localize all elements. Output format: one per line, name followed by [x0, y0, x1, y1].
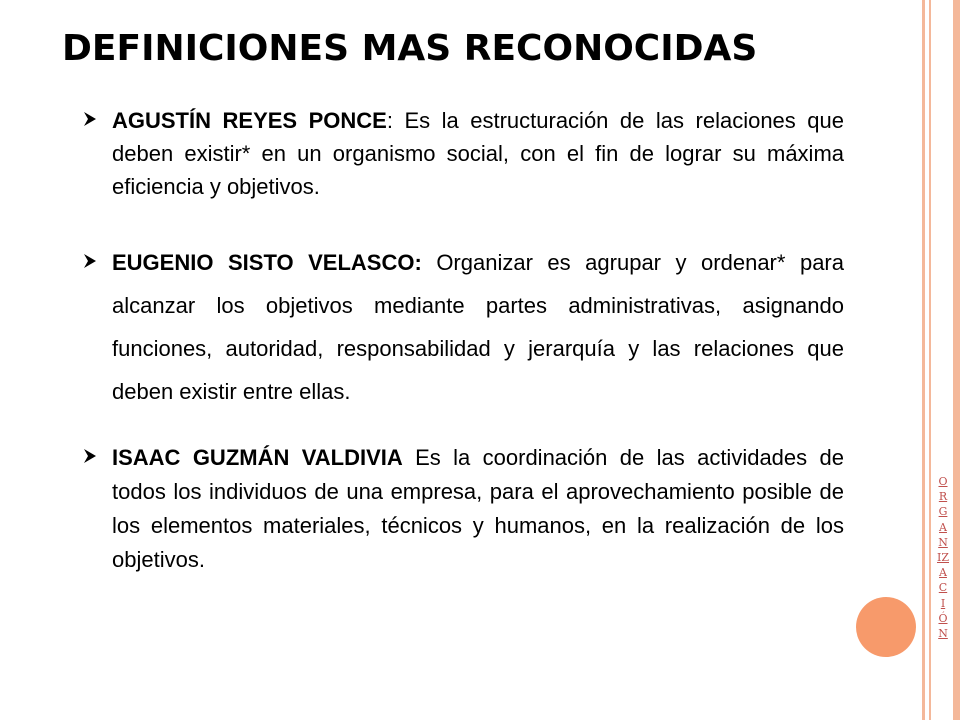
- arrowhead-bullet-icon: [82, 253, 98, 269]
- definition-item: [82, 104, 844, 203]
- definition-item: [82, 241, 844, 413]
- strip-line: [922, 0, 925, 720]
- strip-line: [953, 0, 960, 720]
- definition-text: Organizar es agrupar y ordenar* para alcanzar los objetivos mediante partes administrativas, asignando funciones, autoridad, responsabilidad y jerarquía y las relaciones que deben existir entre ellas.: [112, 250, 844, 404]
- definition-author: ISAAC GUZMÁN VALDIVIA: [112, 445, 403, 470]
- definition-author: EUGENIO SISTO VELASCO:: [112, 250, 422, 275]
- strip-line: [929, 0, 931, 720]
- arrowhead-bullet-icon: [82, 448, 98, 464]
- arrowhead-bullet-icon: [82, 111, 98, 127]
- slide-title: DEFINICIONES MAS RECONOCIDAS: [62, 28, 758, 69]
- vertical-section-label[interactable]: ORGANIZACIÓN: [937, 475, 949, 641]
- definitions-list: [82, 104, 844, 577]
- definition-text: Es la coordinación de las actividades de todos los individuos de una empresa, para el aprovechamiento posible de los elementos materiales, técnicos y humanos, en la realización de los objetivos.: [112, 445, 844, 572]
- definition-author: AGUSTÍN REYES PONCE: [112, 108, 387, 133]
- definition-text: : Es la estructuración de las relaciones que deben existir* en un organismo social, con el fin de lograr su máxima eficiencia y objetivos.: [112, 108, 845, 199]
- decorative-circle: [856, 597, 916, 657]
- definition-item: [82, 441, 844, 577]
